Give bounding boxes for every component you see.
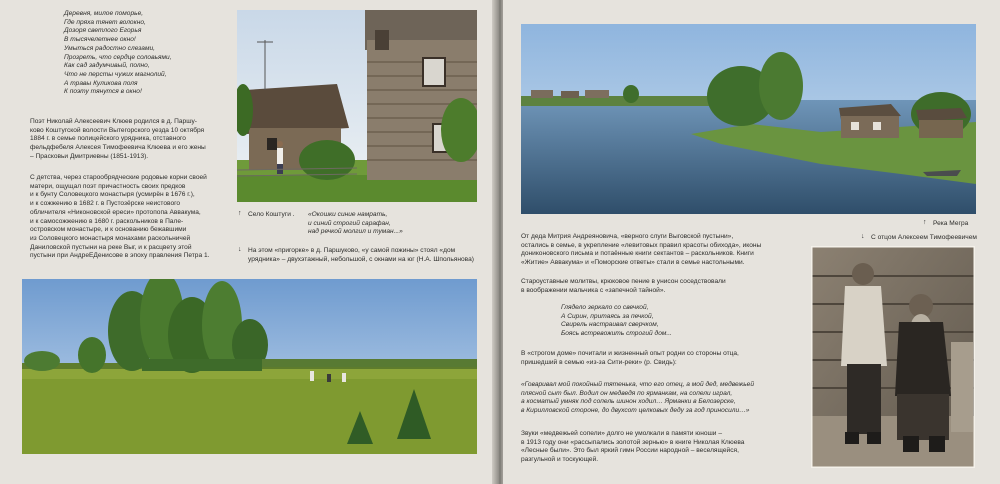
poem-line: Где пряха тянет волокно, xyxy=(64,18,146,26)
right-paragraph-strict-house xyxy=(521,350,811,367)
text-line: в воображении мальчика с «запечной тайной». xyxy=(521,286,666,294)
text-line: дониконовского письма и потаённые книги сектантов – раскольников. Книги xyxy=(521,250,754,258)
quote-line: в Кирилловской стороне, до двухсот целковых деду за год приносили…» xyxy=(521,407,750,415)
text-line: С детства, через старообрядческие родовые корни своей xyxy=(30,174,207,181)
poem-line: А травы Куликова поля xyxy=(64,79,138,87)
right-paragraph-sounds xyxy=(521,430,811,465)
text-line: островском монастыре, и к основанию бежавшими xyxy=(30,226,187,234)
arrow-up-icon: ↑ xyxy=(923,219,927,226)
poem-line: Боясь встревожить строгий дом... xyxy=(561,330,672,338)
text-line: 1884 г. в семье полицейского урядника, отставного xyxy=(30,135,186,143)
text-line: Староуставные молитвы, крюковое пение в унисон соседствовали xyxy=(521,278,726,285)
text-line: – Прасковьи Дмитриевны (1851-1913). xyxy=(30,152,149,160)
quote-line: плясной сыт был. Водил он медведя по ярманкам, на сопели играл, xyxy=(521,389,733,397)
text-line: «Житие» Аввакума» и «Поморские ответы» стали в семье настольными. xyxy=(521,259,745,267)
arrow-down-icon: ↓ xyxy=(861,233,865,240)
poem-line: Умыться радостно слезами, xyxy=(64,44,155,52)
caption-village-quote xyxy=(308,211,478,237)
poem-line: Дозоря светлого Егорья xyxy=(64,27,142,35)
caption-river: Река Мегра xyxy=(933,220,969,227)
text-line: в 1913 году они «рассыпались золотой зернью» в книге Николая Клюева xyxy=(521,438,745,446)
portrait-photo xyxy=(811,246,975,468)
meadow-photo xyxy=(22,279,477,454)
caption-line: урядника» – двухэтажный, небольшой, с окнами на юг (Н.А. Шпольянова) xyxy=(248,255,474,263)
text-line: пришедший в семью «из-за Сити-реки» (р. Свидь): xyxy=(521,358,677,366)
text-line: Поэт Николай Алексеевич Клюев родился в д. Паршу- xyxy=(30,118,197,125)
arrow-down-icon: ↓ xyxy=(238,246,242,253)
right-poem xyxy=(561,304,761,339)
text-line: обличителя «Никоновской ереси» протопопа Аввакума, xyxy=(30,208,201,216)
text-line: остались в семье, в укрепление «левитовых правил красоты обихода», иконы xyxy=(521,241,762,249)
text-line: разгульной и тоскующей. xyxy=(521,456,599,464)
text-line: фельдфебеля Алексея Тимофеевича Клюева и его жены xyxy=(30,144,206,152)
poem-line: Деревня, милое поморье, xyxy=(64,10,144,17)
poem-line: Прозреть, что сердце соловьями, xyxy=(64,53,172,61)
poem-line: Свирель настраивал сверчком, xyxy=(561,321,659,329)
quote-line: и синий строгий сарафан, xyxy=(308,219,391,227)
caption-portrait: С отцом Алексеем Тимофеевичем xyxy=(871,234,977,241)
text-line: Звуки «медвежьей сопели» долго не умолкали в памяти юноши – xyxy=(521,430,722,437)
caption-village-label: Село Коштуги . xyxy=(248,211,295,218)
quote-line: над речкой молгил и туман...» xyxy=(308,228,403,236)
text-line: «Лесные были». Это был яркий гимн России народной – веселящейся, xyxy=(521,447,739,455)
quote-line: «Говаривал мой покойный тятенька, что его отец, а мой дед, медвежьей xyxy=(521,381,754,388)
poem-line: К поэту тянутся в окно! xyxy=(64,88,142,96)
arrow-up-icon: ↑ xyxy=(238,210,242,217)
poem-line: Глядело зеркало со свечкой, xyxy=(561,304,649,311)
text-line: От деда Митрия Андреяновича, «верного слуги Выговской пустыни», xyxy=(521,233,734,240)
right-quote-bear xyxy=(521,381,811,416)
quote-line: а косматый умняк под сопель шинон ходил… Ярманки в Белозерске, xyxy=(521,398,736,406)
text-line: и к бунту Соловецкого монастыря (усмирён в 1676 г.), xyxy=(30,191,195,199)
left-poem xyxy=(64,10,234,97)
text-line: матери, ощущал поэт причастность своих предков xyxy=(30,182,186,190)
text-line: ково Коштугской волости Вытегорского уезда 10 октября xyxy=(30,126,205,134)
poem-line: Как сад задумчивый, полно, xyxy=(64,62,150,70)
poem-line: В тысячелетнее окно! xyxy=(64,36,136,44)
text-line: из Соловецкого монастыря монахами раскольничей xyxy=(30,234,191,242)
village-house-photo xyxy=(237,10,477,202)
right-page xyxy=(503,0,1000,484)
text-line: и к самосожжению в 1680 г. раскольников в Пале- xyxy=(30,217,184,225)
caption-line: На этом «пригорке» в д. Паршуково, «у самой пожины» стоял «дом xyxy=(248,247,456,254)
quote-line: «Окошки синие намрать, xyxy=(308,211,388,218)
left-paragraph-childhood xyxy=(30,174,235,261)
right-paragraph-prayers xyxy=(521,278,811,295)
left-page xyxy=(0,0,497,484)
text-line: Даниловской пустыни на реке Выг, и к расцвету этой xyxy=(30,243,192,251)
river-photo xyxy=(521,24,976,214)
left-paragraph-birth xyxy=(30,118,235,162)
text-line: В «строгом доме» почитали и жизненный опыт родни со стороны отца, xyxy=(521,350,739,357)
text-line: и к сожжению в 1682 г. в Пустозёрске неистового xyxy=(30,200,181,208)
caption-house-site xyxy=(248,247,488,264)
poem-line: А Сирин, притаясь за печкой, xyxy=(561,312,654,320)
poem-line: Что не персты чужих магнолий, xyxy=(64,70,167,78)
right-paragraph-grandfather xyxy=(521,233,811,268)
text-line: пустыни при АндреЕДенисове в эпоху правления Петра 1. xyxy=(30,252,210,260)
